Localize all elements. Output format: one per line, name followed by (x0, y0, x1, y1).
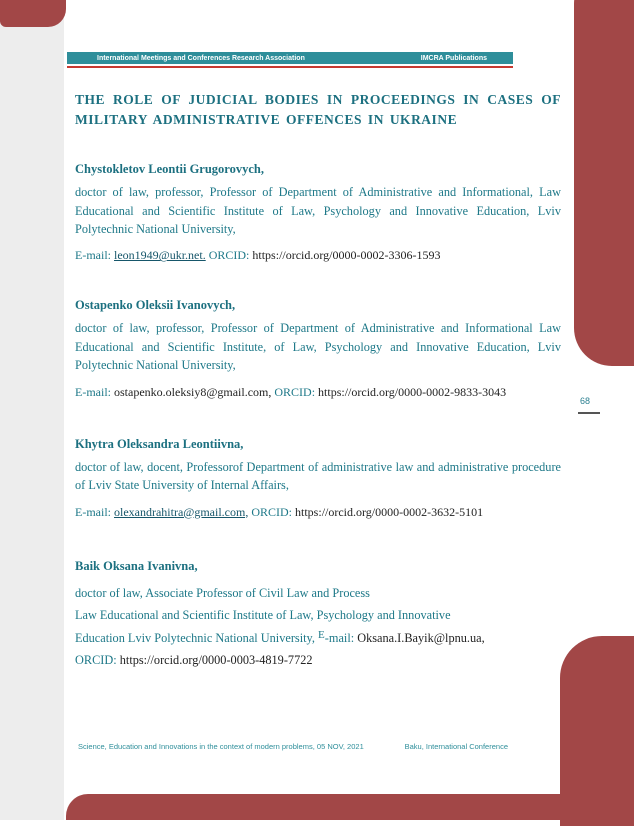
decorative-corner-top-left (0, 0, 66, 27)
author-block-4 (75, 559, 561, 672)
author-name: Khytra Oleksandra Leontiivna, (75, 436, 244, 451)
email-link[interactable]: olexandrahitra@gmail.com, (114, 504, 249, 519)
author-affiliation (75, 582, 561, 672)
email-link[interactable]: ostapenko.oleksiy8@gmail.com, (114, 384, 272, 399)
red-divider (67, 66, 513, 68)
email-label: E-mail: (75, 384, 111, 399)
footer-location: Baku, International Conference (404, 742, 508, 751)
association-label: International Meetings and Conferences Research Association (97, 54, 305, 62)
left-gutter (0, 0, 64, 820)
header-bar (67, 52, 513, 64)
footer-conference-info: Science, Education and Innovations in the context of modern problems, 05 NOV, 2021 (78, 742, 364, 751)
email-link[interactable]: Oksana.I.Bayik@lpnu.ua, (357, 630, 485, 645)
footer (78, 742, 508, 751)
page-number-rule (578, 412, 600, 414)
orcid-label: ORCID: (251, 504, 293, 519)
decorative-band-bottom (66, 794, 634, 820)
email-label: E-mail: (75, 504, 111, 519)
author-affiliation: doctor of law, professor, Professor of Department of Administrative and Informational, Law Educational and Scientific Institute of Law, Psychology and Innovative Education, Lviv Polytechnic National University, (75, 185, 561, 236)
page-number: 68 (580, 396, 591, 406)
author-affiliation: doctor of law, professor, Professor of Department of Administrative and Informational Law Educational and Scientific Institute, of Law, Psychology and Innovative Education, Lviv Polytechnic National University, (75, 321, 561, 373)
author-contact-line (75, 246, 561, 264)
author-name: Ostapenko Oleksii Ivanovych, (75, 298, 236, 313)
publications-label: IMCRA Publications (420, 54, 487, 62)
email-label (318, 628, 355, 645)
email-link[interactable]: leon1949@ukr.net. (114, 248, 206, 263)
author-block-2 (75, 298, 561, 400)
orcid-link[interactable]: https://orcid.org/0000-0002-9833-3043 (318, 384, 507, 399)
author-name: Baik Oksana Ivanivna, (75, 558, 198, 573)
email-label: E-mail: (75, 248, 111, 263)
author-name: Chystokletov Leontii Grugorovych, (75, 162, 265, 177)
author-block-1 (75, 162, 561, 264)
email-label-rest: -mail: (324, 630, 355, 645)
orcid-link[interactable]: https://orcid.org/0000-0003-4819-7722 (119, 653, 313, 667)
author-contact-line (75, 503, 561, 521)
orcid-label: ORCID: (274, 384, 316, 399)
affiliation-line: Law Educational and Scientific Institute of Law, Psychology and Innovative (75, 607, 451, 622)
affiliation-line: Education Lviv Polytechnic National University, (75, 630, 315, 645)
affiliation-line: doctor of law, Associate Professor of Civil Law and Process (75, 585, 370, 600)
orcid-label: ORCID: (75, 653, 117, 667)
content-area (75, 90, 561, 671)
author-contact-line (75, 383, 561, 401)
author-block-3 (75, 437, 561, 521)
orcid-label: ORCID: (208, 248, 250, 263)
email-label-superscript: E (318, 628, 325, 641)
decorative-band-right-top (574, 0, 634, 366)
orcid-link[interactable]: https://orcid.org/0000-0002-3306-1593 (252, 248, 441, 263)
paper-title: THE ROLE OF JUDICIAL BODIES IN PROCEEDINGS IN CASES OF MILITARY ADMINISTRATIVE OFFENCES IN UKRAINE (75, 92, 561, 127)
author-affiliation: doctor of law, docent, Professorof Department of administrative law and administrative procedure of Lviv State University of Internal Affairs, (75, 459, 561, 493)
orcid-link[interactable]: https://orcid.org/0000-0002-3632-5101 (295, 504, 484, 519)
